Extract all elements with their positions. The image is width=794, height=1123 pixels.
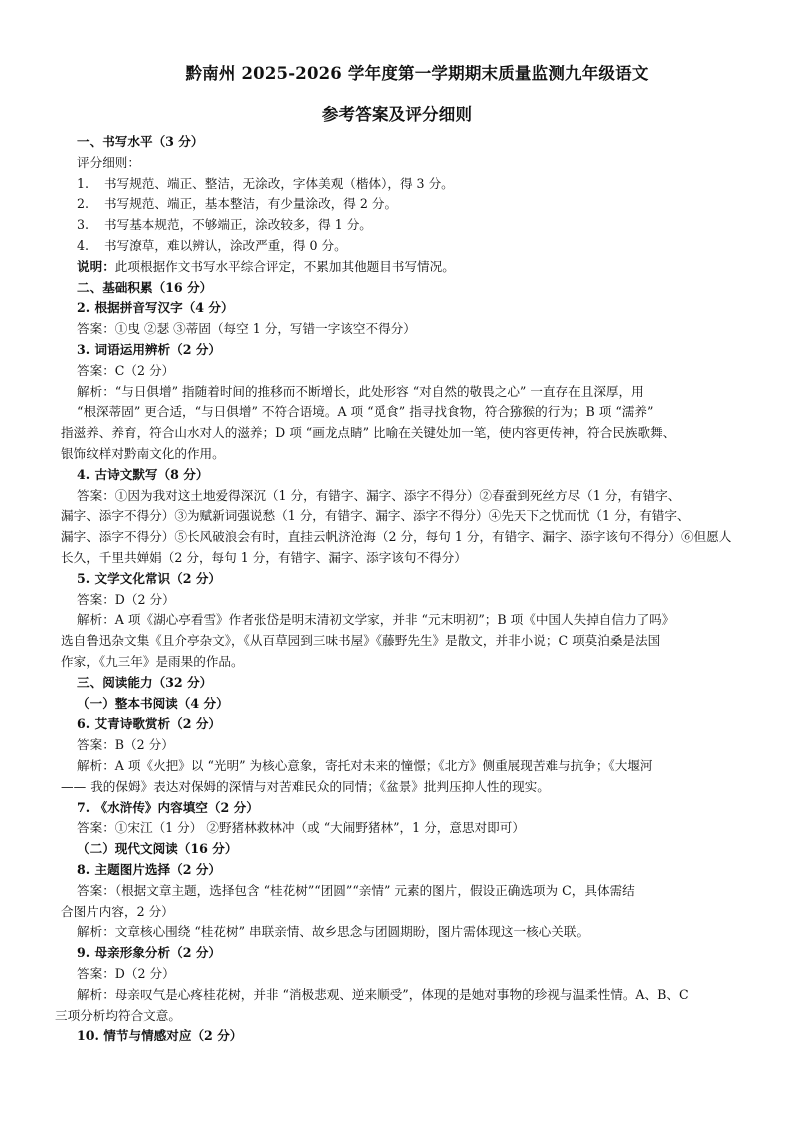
line-text: 解析：母亲叹气是心疼桂花树，并非 “消极悲观、逆来顺受”，体现的是她对事物的珍视与温柔性情。A、B、C xyxy=(77,986,689,1002)
text-line xyxy=(61,443,751,464)
text-line xyxy=(77,256,767,277)
document-subtitle: 参考答案及评分细则 xyxy=(321,105,473,124)
text-line xyxy=(61,776,751,797)
line-text: 答案：B（2 分） xyxy=(77,737,174,753)
text-line xyxy=(61,630,751,651)
text-line xyxy=(77,485,767,506)
section-heading xyxy=(77,1025,767,1046)
list-number: 2. xyxy=(77,196,90,212)
line-text: 答案：①宋江（1 分） ②野猪林救林冲（或 “大闹野猪林”，1 分，意思对即可） xyxy=(77,820,525,836)
section-heading xyxy=(77,672,767,693)
text-line xyxy=(77,401,767,422)
line-text: 答案：（根据文章主题，选择包含 “桂花树”“团圆”“亲情” 元素的图片，假设正确选项为 C，具体需结 xyxy=(77,882,635,898)
line-text: 三项分析均符合文意。 xyxy=(55,1007,181,1023)
line-text: 答案：D（2 分） xyxy=(77,966,175,981)
line-text: 评分细则： xyxy=(77,154,140,170)
list-number: 4. xyxy=(77,238,90,253)
line-text: 答案：①曳 ②瑟 ③蒂固（每空 1 分，写错一字该空不得分） xyxy=(77,321,416,337)
section-heading xyxy=(77,277,767,298)
line-text: 指滋养、养育，符合山水对人的滋养；D 项 “画龙点睛” 比喻在关键处加一笔，使内容更传神，符合民族歌舞、 xyxy=(61,425,676,441)
line-text: 书写潦草，难以辨认，涂改严重，得 0 分。 xyxy=(104,238,347,253)
text-line xyxy=(61,526,751,547)
text-line xyxy=(77,984,767,1005)
text-line xyxy=(77,817,767,838)
text-line xyxy=(55,1005,745,1026)
line-text: 三、阅读能力（32 分） xyxy=(77,674,213,690)
text-line xyxy=(77,318,767,339)
text-line xyxy=(77,755,767,776)
line-text: “根深蒂固” 更合适，“与日俱增” 不符合语境。A 项 “觅食” 指寻找食物，符合猕猴的行为；B 项 “濡养” xyxy=(77,404,654,420)
document-title: 黔南州 2025-2026 学年度第一学期期末质量监测九年级语文 xyxy=(185,64,649,83)
list-number: 3. xyxy=(77,217,90,233)
text-line xyxy=(77,609,767,630)
line-text: 一、书写水平（3 分） xyxy=(77,134,204,149)
section-heading xyxy=(77,693,767,714)
text-line xyxy=(77,360,767,381)
section-heading xyxy=(77,339,767,360)
line-text: （二）现代文阅读（16 分） xyxy=(77,841,238,857)
text-line xyxy=(61,547,751,568)
line-text: 2. 根据拼音写汉字（4 分） xyxy=(77,300,234,316)
line-text: 4. 古诗文默写（8 分） xyxy=(77,466,209,482)
line-text: 7. 《水浒传》内容填空（2 分） xyxy=(77,799,259,815)
section-heading xyxy=(77,713,767,734)
text-line xyxy=(77,589,767,610)
line-text: 书写规范、端正、整洁，无涂改，字体美观（楷体），得 3 分。 xyxy=(104,175,454,191)
section-heading xyxy=(77,131,767,152)
section-heading xyxy=(77,568,767,589)
line-text: 3. 词语运用辨析（2 分） xyxy=(77,342,222,357)
list-number: 1. xyxy=(77,175,90,191)
text-line xyxy=(61,505,751,526)
text-line xyxy=(77,173,767,194)
line-text: 8. 主题图片选择（2 分） xyxy=(77,862,222,877)
text-line xyxy=(77,214,767,235)
line-text: 9. 母亲形象分析（2 分） xyxy=(77,945,222,961)
text-line xyxy=(61,901,751,922)
text-line xyxy=(77,963,767,984)
text-line xyxy=(61,422,751,443)
line-text: 答案：D（2 分） xyxy=(77,591,175,607)
text-line xyxy=(77,193,767,214)
line-text: 书写规范、端正，基本整洁，有少量涂改，得 2 分。 xyxy=(104,196,398,212)
section-heading xyxy=(77,838,767,859)
text-line xyxy=(61,651,751,672)
line-text: （一）整本书阅读（4 分） xyxy=(77,695,229,711)
line-text: 解析：A 项《湖心亭看雪》作者张岱是明末清初文学家，并非 “元末明初”；B 项《中国人失掉自信力了吗》 xyxy=(77,612,675,628)
line-text: 6. 艾青诗歌赏析（2 分） xyxy=(77,716,222,732)
note-label: 说明： xyxy=(77,258,115,274)
section-heading xyxy=(77,464,767,485)
line-text: 解析：A 项《火把》以 “光明” 为核心意象，寄托对未来的憧憬；《北方》侧重展现苦难与抗争；《大堰河 xyxy=(77,758,653,773)
section-heading xyxy=(77,942,767,963)
line-text: 长久，千里共婵娟（2 分，每句 1 分，有错字、漏字、添字该句不得分） xyxy=(61,550,467,565)
section-heading xyxy=(77,859,767,880)
text-line xyxy=(77,381,767,402)
line-text: 此项根据作文书写水平综合评定，不累加其他题目书写情况。 xyxy=(114,258,455,274)
line-text: 选自鲁迅杂文集《且介亭杂文》，《从百草园到三味书屋》《藤野先生》是散文，并非小说；C 项莫泊桑是法国 xyxy=(61,633,661,649)
line-text: 二、基础积累（16 分） xyxy=(77,279,213,295)
text-line xyxy=(77,734,767,755)
text-line xyxy=(77,880,767,901)
line-text: 合图片内容，2 分） xyxy=(61,903,174,919)
line-text: —— 我的保姆》表达对保姆的深情与对苦难民众的同情；《盆景》批判压抑人性的现实。 xyxy=(61,778,550,794)
text-line xyxy=(77,152,767,173)
text-line xyxy=(77,921,767,942)
line-text: 漏字、添字不得分）③为赋新词强说愁（1 分，有错字、漏字、添字不得分）④先天下之忧而忧（1 分，有错字、 xyxy=(61,508,690,524)
line-text: 10. 情节与情感对应（2 分） xyxy=(77,1028,243,1044)
section-heading xyxy=(77,297,767,318)
line-text: 答案：C（2 分） xyxy=(77,362,175,378)
section-heading xyxy=(77,797,767,818)
line-text: 答案：①因为我对这土地爱得深沉（1 分，有错字、漏字、添字不得分）②春蚕到死丝方尽（1 分，有错字、 xyxy=(77,487,681,503)
line-text: 书写基本规范，不够端正，涂改较多，得 1 分。 xyxy=(104,217,372,233)
line-text: 银饰纹样对黔南文化的作用。 xyxy=(61,446,225,461)
line-text: 解析：文章核心围绕 “桂花树” 串联亲情、故乡思念与团圆期盼，图片需体现这一核心关联。 xyxy=(77,924,590,940)
line-text: 漏字、添字不得分）⑤长风破浪会有时，直挂云帆济沧海（2 分，每句 1 分，有错字、漏字、添字该句不得分）⑥但愿人 xyxy=(61,529,732,545)
line-text: 5. 文学文化常识（2 分） xyxy=(77,570,222,586)
text-line xyxy=(77,235,767,256)
line-text: 作家，《九三年》是雨果的作品。 xyxy=(61,654,244,669)
line-text: 解析：“与日俱增” 指随着时间的推移而不断增长，此处形容 “对自然的敬畏之心” 一直存在且深厚，用 xyxy=(77,383,644,399)
